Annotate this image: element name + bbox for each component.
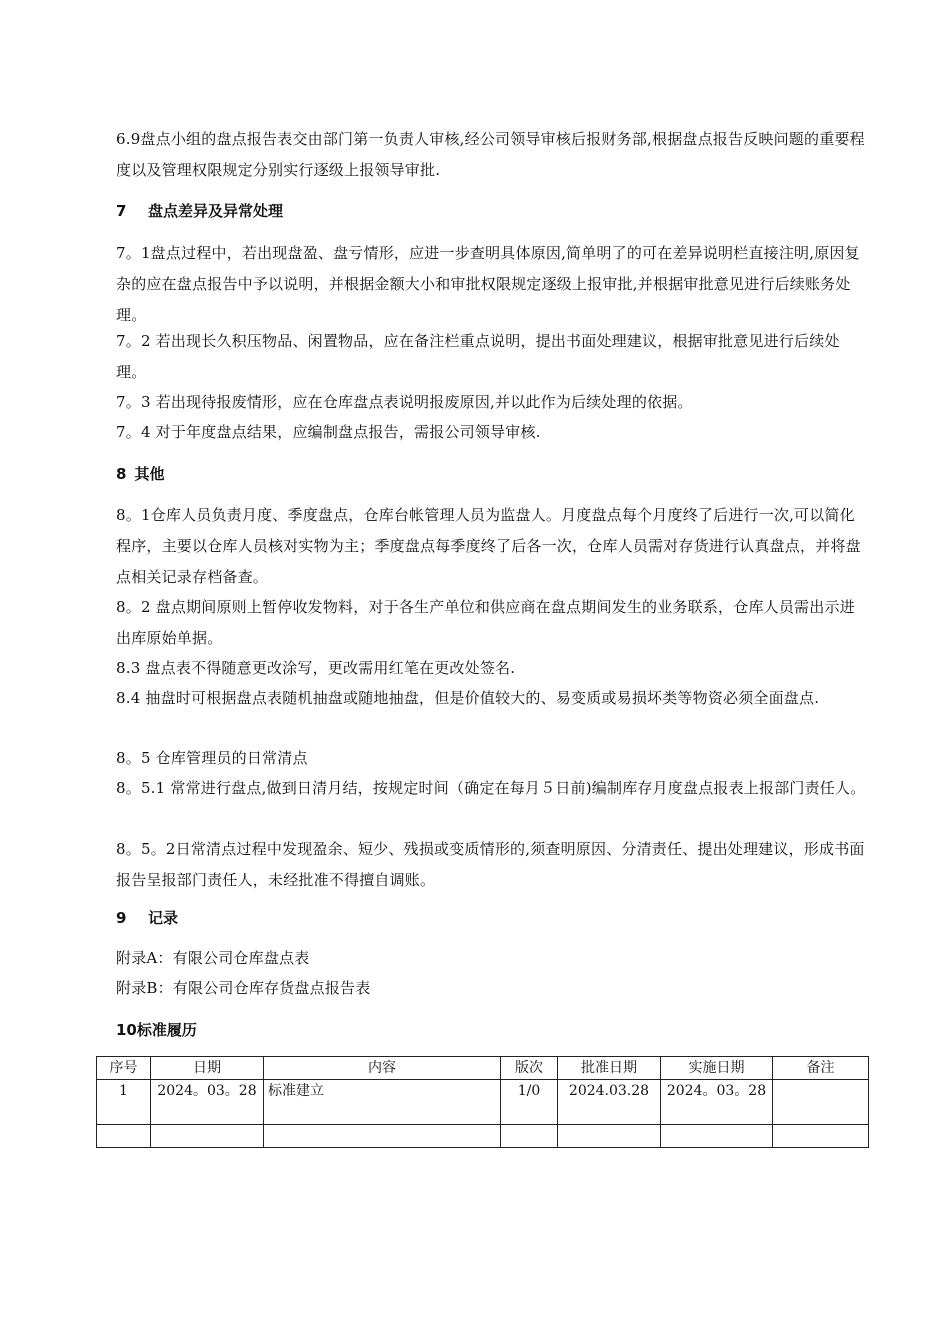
section-9-number: 9	[116, 909, 127, 927]
cell-effective-date: 2024。03。28	[661, 1080, 773, 1125]
paragraph-7-2: 7。2 若出现长久积压物品、闲置物品，应在备注栏重点说明，提出书面处理建议，根据审批意见进行后续处理。	[116, 332, 840, 381]
cell-approval-date: 2024.03.28	[558, 1080, 661, 1125]
appendix-a: 附录A：有限公司仓库盘点表	[116, 949, 310, 967]
table-header-row	[97, 1057, 869, 1080]
section-10-heading: 10标准履历	[116, 1021, 197, 1039]
paragraph-7-4: 7。4 对于年度盘点结果，应编制盘点报告，需报公司领导审核.	[116, 423, 541, 441]
paragraph-8-4: 8.4 抽盘时可根据盘点表随机抽盘或随地抽盘，但是价值较大的、易变质或易损坏类等物资必须全面盘点.	[116, 689, 820, 707]
header-version: 版次	[501, 1057, 558, 1080]
paragraph-6-9: 6.9盘点小组的盘点报告表交由部门第一负责人审核,经公司领导审核后报财务部,根据盘点报告反映问题的重要程度以及管理权限规定分别实行逐级上报领导审批.	[116, 130, 865, 179]
cell-content: 标准建立	[264, 1080, 501, 1125]
header-effective-date: 实施日期	[661, 1057, 773, 1080]
paragraph-8-5-2: 8。5。2日常清点过程中发现盈余、短少、残损或变质情形的,须查明原因、分清责任、提出处理建议，形成书面报告呈报部门责任人，未经批准不得擅自调账。	[116, 840, 865, 889]
cell-date: 2024。03。28	[151, 1080, 264, 1125]
cell-date	[151, 1125, 264, 1148]
section-8-number: 8	[116, 465, 127, 483]
header-date: 日期	[151, 1057, 264, 1080]
header-remarks: 备注	[773, 1057, 869, 1080]
header-seq: 序号	[97, 1057, 151, 1080]
paragraph-7-3: 7。3 若出现待报废情形，应在仓库盘点表说明报废原因,并以此作为后续处理的依据。	[116, 393, 693, 411]
cell-content	[264, 1125, 501, 1148]
section-9-heading	[116, 906, 178, 930]
cell-version: 1/0	[501, 1080, 558, 1125]
revision-history-table	[96, 1056, 869, 1148]
paragraph-8-2: 8。2 盘点期间原则上暂停收发物料，对于各生产单位和供应商在盘点期间发生的业务联系，仓库人员需出示进出库原始单据。	[116, 598, 855, 647]
section-9-title: 记录	[148, 909, 179, 927]
cell-version	[501, 1125, 558, 1148]
cell-effective-date	[661, 1125, 773, 1148]
paragraph-8-1: 8。1仓库人员负责月度、季度盘点，仓库台帐管理人员为监盘人。月度盘点每个月度终了后进行一次,可以简化程序，主要以仓库人员核对实物为主；季度盘点每季度终了后各一次，仓库人员需对存货进行认真盘点，并将盘点相关记录存档备查。	[116, 506, 861, 586]
table-row	[97, 1080, 869, 1125]
cell-seq: 1	[97, 1080, 151, 1125]
section-7-heading	[116, 199, 283, 223]
cell-approval-date	[558, 1125, 661, 1148]
cell-remarks	[773, 1125, 869, 1148]
section-7-title: 盘点差异及异常处理	[148, 202, 284, 220]
table-row	[97, 1125, 869, 1148]
appendix-b: 附录B：有限公司仓库存货盘点报告表	[116, 979, 371, 997]
paragraph-8-5: 8。5 仓库管理员的日常清点	[116, 749, 308, 767]
header-content: 内容	[264, 1057, 501, 1080]
paragraph-8-5-1: 8。5.1 常常进行盘点,做到日清月结，按规定时间（确定在每月５日前)编制库存月度盘点报表上报部门责任人。	[116, 779, 866, 797]
section-8-title: 其他	[134, 465, 165, 483]
cell-seq	[97, 1125, 151, 1148]
section-7-number: 7	[116, 202, 127, 220]
paragraph-7-1: 7。1盘点过程中，若出现盘盈、盘亏情形，应进一步查明具体原因,简单明了的可在差异说明栏直接注明,原因复杂的应在盘点报告中予以说明，并根据金额大小和审批权限规定逐级上报审批,并根据审批意见进行后续账务处理。	[116, 244, 860, 324]
header-approval-date: 批准日期	[558, 1057, 661, 1080]
section-8-heading	[116, 462, 164, 486]
paragraph-8-3: 8.3 盘点表不得随意更改涂写，更改需用红笔在更改处签名.	[116, 659, 516, 677]
cell-remarks	[773, 1080, 869, 1125]
